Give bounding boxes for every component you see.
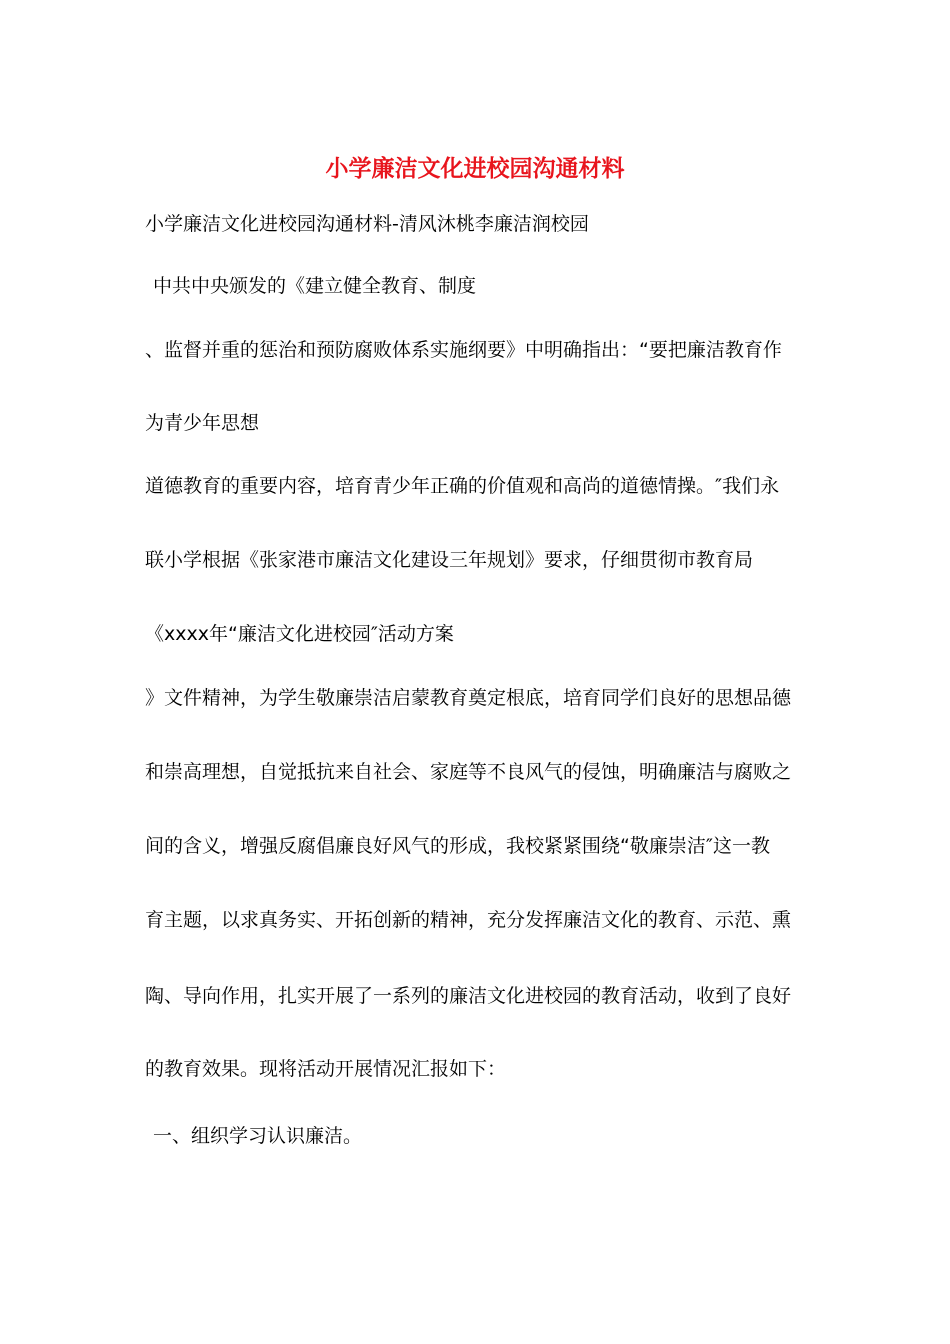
- section-heading: 一、组织学习认识廉洁。: [153, 1125, 363, 1147]
- paragraph-line: 育主题，以求真务实、开拓创新的精神，充分发挥廉洁文化的教育、示范、熏: [145, 909, 792, 931]
- document-title: 小学廉洁文化进校园沟通材料: [325, 155, 625, 182]
- paragraph-line: 陶、导向作用，扎实开展了一系列的廉洁文化进校园的教育活动，收到了良好: [145, 985, 792, 1007]
- paragraph-line: 》文件精神，为学生敬廉崇洁启蒙教育奠定根底，培育同学们良好的思想品德: [145, 687, 792, 709]
- paragraph-line: 、监督并重的惩治和预防腐败体系实施纲要》中明确指出：“要把廉洁教育作: [145, 339, 782, 361]
- paragraph-line: 为青少年思想: [145, 412, 260, 434]
- paragraph-line: 和崇高理想，自觉抵抗来自社会、家庭等不良风气的侵蚀，明确廉洁与腐败之: [145, 761, 792, 783]
- paragraph-line: 中共中央颁发的《建立健全教育、制度: [153, 275, 477, 297]
- paragraph-line: 联小学根据《张家港市廉洁文化建设三年规划》要求，仔细贯彻市教育局: [145, 549, 754, 571]
- paragraph-line: 的教育效果。现将活动开展情况汇报如下：: [145, 1058, 507, 1080]
- paragraph-line: 《xxxx年“廉洁文化进校园″活动方案: [145, 623, 454, 645]
- subtitle-line: 小学廉洁文化进校园沟通材料-清风沐桃李廉洁润校园: [145, 213, 589, 235]
- paragraph-line: 道德教育的重要内容，培育青少年正确的价值观和高尚的道德情操。″我们永: [145, 475, 780, 497]
- paragraph-line: 间的含义，增强反腐倡廉良好风气的形成，我校紧紧围绕“敬廉崇洁″这一教: [145, 835, 770, 857]
